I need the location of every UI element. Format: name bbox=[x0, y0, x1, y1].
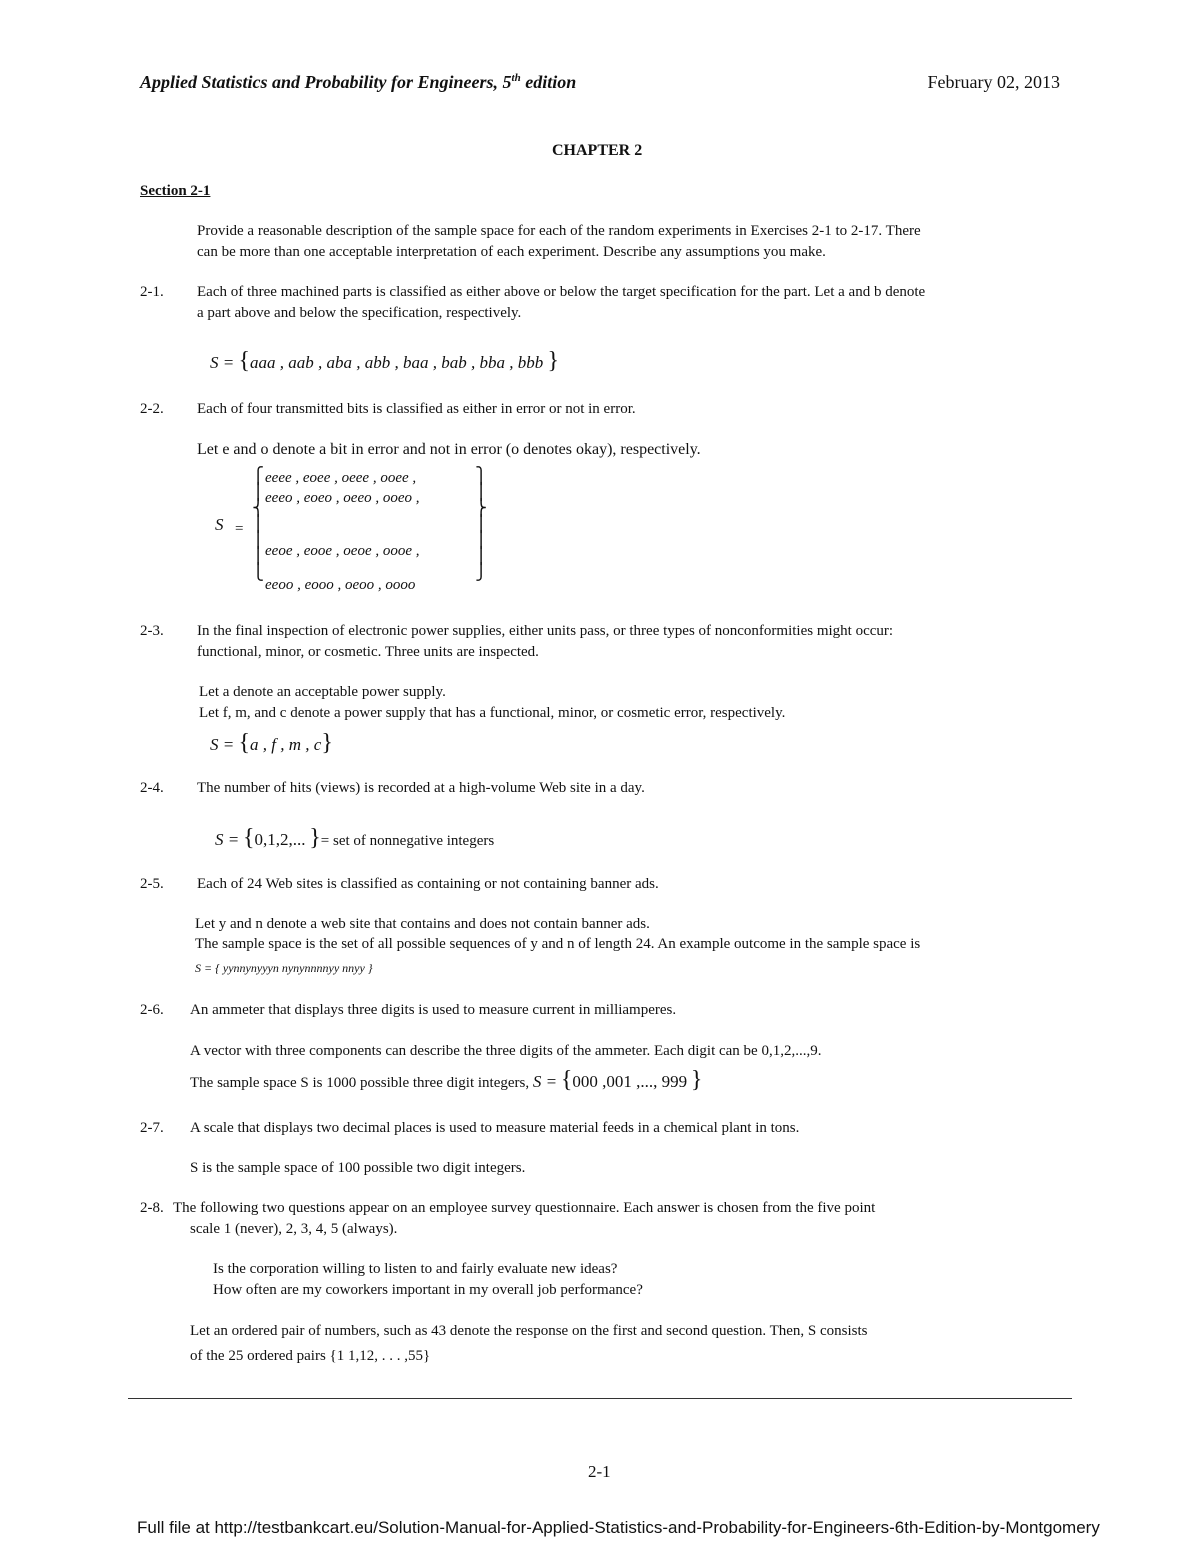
sample-space-formula bbox=[210, 348, 559, 375]
section-heading: Section 2-1 bbox=[140, 183, 211, 199]
running-title-text: Applied Statistics and Probability for Engineers, 5 bbox=[140, 72, 512, 92]
exercise-text: The following two questions appear on an employee survey questionnaire. Each answer is chosen from the five point bbox=[173, 1200, 876, 1216]
exercise-text: A scale that displays two decimal places is used to measure material feeds in a chemical plant in tons. bbox=[190, 1120, 800, 1136]
exercise-number: 2-3. bbox=[140, 623, 164, 639]
exercise-text: Each of 24 Web sites is classified as containing or not containing banner ads. bbox=[197, 876, 659, 892]
set-lhs: S bbox=[215, 515, 224, 534]
exercise-number: 2-7. bbox=[140, 1120, 164, 1136]
exercise-number: 2-5. bbox=[140, 876, 164, 892]
exercise-text: An ammeter that displays three digits is used to measure current in milliamperes. bbox=[190, 1002, 677, 1018]
exercise-let: Let y and n denote a web site that contains and does not contain banner ads. bbox=[195, 916, 650, 932]
survey-question: How often are my coworkers important in my overall job performance? bbox=[213, 1282, 643, 1298]
exercise-number: 2-1. bbox=[140, 284, 164, 300]
set-lhs: S = bbox=[210, 353, 235, 372]
exercise-text: a part above and below the specification, respectively. bbox=[197, 305, 522, 321]
matrix-row: eeeo , eoeo , oeeo , ooeo , bbox=[265, 490, 420, 506]
running-title-suffix: edition bbox=[520, 72, 577, 92]
exercise-desc: S is the sample space of 100 possible two digit integers. bbox=[190, 1160, 526, 1176]
exercise-text: The number of hits (views) is recorded at a high-volume Web site in a day. bbox=[197, 780, 645, 796]
open-brace-icon: { bbox=[238, 730, 251, 756]
left-brace-icon: ⎧ ⎪ ⎨ ⎪ ⎪ ⎪ ⎩ bbox=[252, 466, 264, 581]
set-lhs: S = bbox=[210, 735, 235, 754]
intro-line-2: can be more than one acceptable interpretation of each experiment. Describe any assumptions you make. bbox=[197, 244, 826, 260]
matrix-row: eeee , eoee , oeee , ooee , bbox=[265, 470, 417, 486]
exercise-desc: A vector with three components can describe the three digits of the ammeter. Each digit can be 0,1,2,...,9. bbox=[190, 1043, 822, 1059]
open-brace-icon: { bbox=[560, 1067, 573, 1093]
footer-divider bbox=[128, 1398, 1072, 1399]
close-brace-icon: } bbox=[309, 825, 321, 851]
set-body: 000 ,001 ,..., 999 bbox=[572, 1072, 688, 1091]
exercise-let: The sample space is the set of all possible sequences of y and n of length 24. An example outcome in the sample space is bbox=[195, 936, 921, 952]
close-brace-icon: } bbox=[690, 1067, 703, 1093]
matrix-row: eeoo , eooo , oeoo , oooo bbox=[265, 577, 416, 593]
exercise-text: functional, minor, or cosmetic. Three units are inspected. bbox=[197, 644, 539, 660]
open-brace: { bbox=[238, 348, 251, 374]
set-eq: = bbox=[235, 521, 244, 537]
header-date: February 02, 2013 bbox=[927, 72, 1060, 92]
set-lhs: S = bbox=[532, 1072, 558, 1091]
sample-space-formula bbox=[190, 1067, 702, 1094]
survey-question: Is the corporation willing to listen to and fairly evaluate new ideas? bbox=[213, 1261, 618, 1277]
exercise-text: In the final inspection of electronic power supplies, either units pass, or three types of nonconformities might occur: bbox=[197, 623, 894, 639]
page-number: 2-1 bbox=[588, 1462, 611, 1481]
exercise-let: Let e and o denote a bit in error and not in error (o denotes okay), respectively. bbox=[197, 441, 701, 458]
set-body: aaa , aab , aba , abb , baa , bab , bba , bbb bbox=[250, 353, 544, 372]
set-tail: = set of nonnegative integers bbox=[320, 833, 495, 849]
chapter-title: CHAPTER 2 bbox=[552, 142, 643, 159]
exercise-number: 2-2. bbox=[140, 401, 164, 417]
exercise-number: 2-8. bbox=[140, 1200, 164, 1216]
open-brace-icon: { bbox=[242, 825, 255, 851]
example-outcome: S = { yynnynyyyn nynynnnnyy nnyy } bbox=[195, 961, 373, 975]
running-title bbox=[140, 72, 576, 93]
close-brace: } bbox=[547, 348, 560, 374]
close-brace-icon: } bbox=[321, 730, 333, 756]
exercise-text: scale 1 (never), 2, 3, 4, 5 (always). bbox=[190, 1221, 398, 1237]
right-brace-icon: ⎫ ⎪ ⎬ ⎪ ⎪ ⎪ ⎭ bbox=[475, 466, 487, 581]
running-title-sup: th bbox=[511, 72, 521, 84]
exercise-text: Each of three machined parts is classified as either above or below the target specification for the part. Let a and b denote bbox=[197, 284, 926, 300]
exercise-answer: of the 25 ordered pairs {1 1,12, . . . ,55} bbox=[190, 1348, 431, 1364]
set-body: 0,1,2,... bbox=[254, 830, 306, 849]
exercise-number: 2-4. bbox=[140, 780, 164, 796]
exercise-let: Let f, m, and c denote a power supply that has a functional, minor, or cosmetic error, respectively. bbox=[199, 705, 786, 721]
set-body: a , f , m , c bbox=[250, 735, 322, 754]
exercise-number: 2-6. bbox=[140, 1002, 164, 1018]
exercise-text: Each of four transmitted bits is classified as either in error or not in error. bbox=[197, 401, 636, 417]
set-lhs: S = bbox=[215, 830, 240, 849]
footer-link[interactable]: Full file at http://testbankcart.eu/Solution-Manual-for-Applied-Statistics-and-Probability-for-Engineers-6th-Edition-by-Montgomery bbox=[137, 1518, 1100, 1537]
matrix-row: eeoe , eooe , oeoe , oooe , bbox=[265, 543, 420, 559]
intro-line-1: Provide a reasonable description of the sample space for each of the random experiments in Exercises 2-1 to 2-17. There bbox=[197, 223, 921, 239]
sample-space-formula bbox=[210, 730, 333, 757]
sample-space-formula bbox=[215, 825, 494, 852]
exercise-let: Let a denote an acceptable power supply. bbox=[199, 684, 446, 700]
exercise-answer: Let an ordered pair of numbers, such as 43 denote the response on the first and second question. Then, S consists bbox=[190, 1323, 868, 1339]
sample-prefix: The sample space S is 1000 possible three digit integers, bbox=[190, 1075, 530, 1091]
